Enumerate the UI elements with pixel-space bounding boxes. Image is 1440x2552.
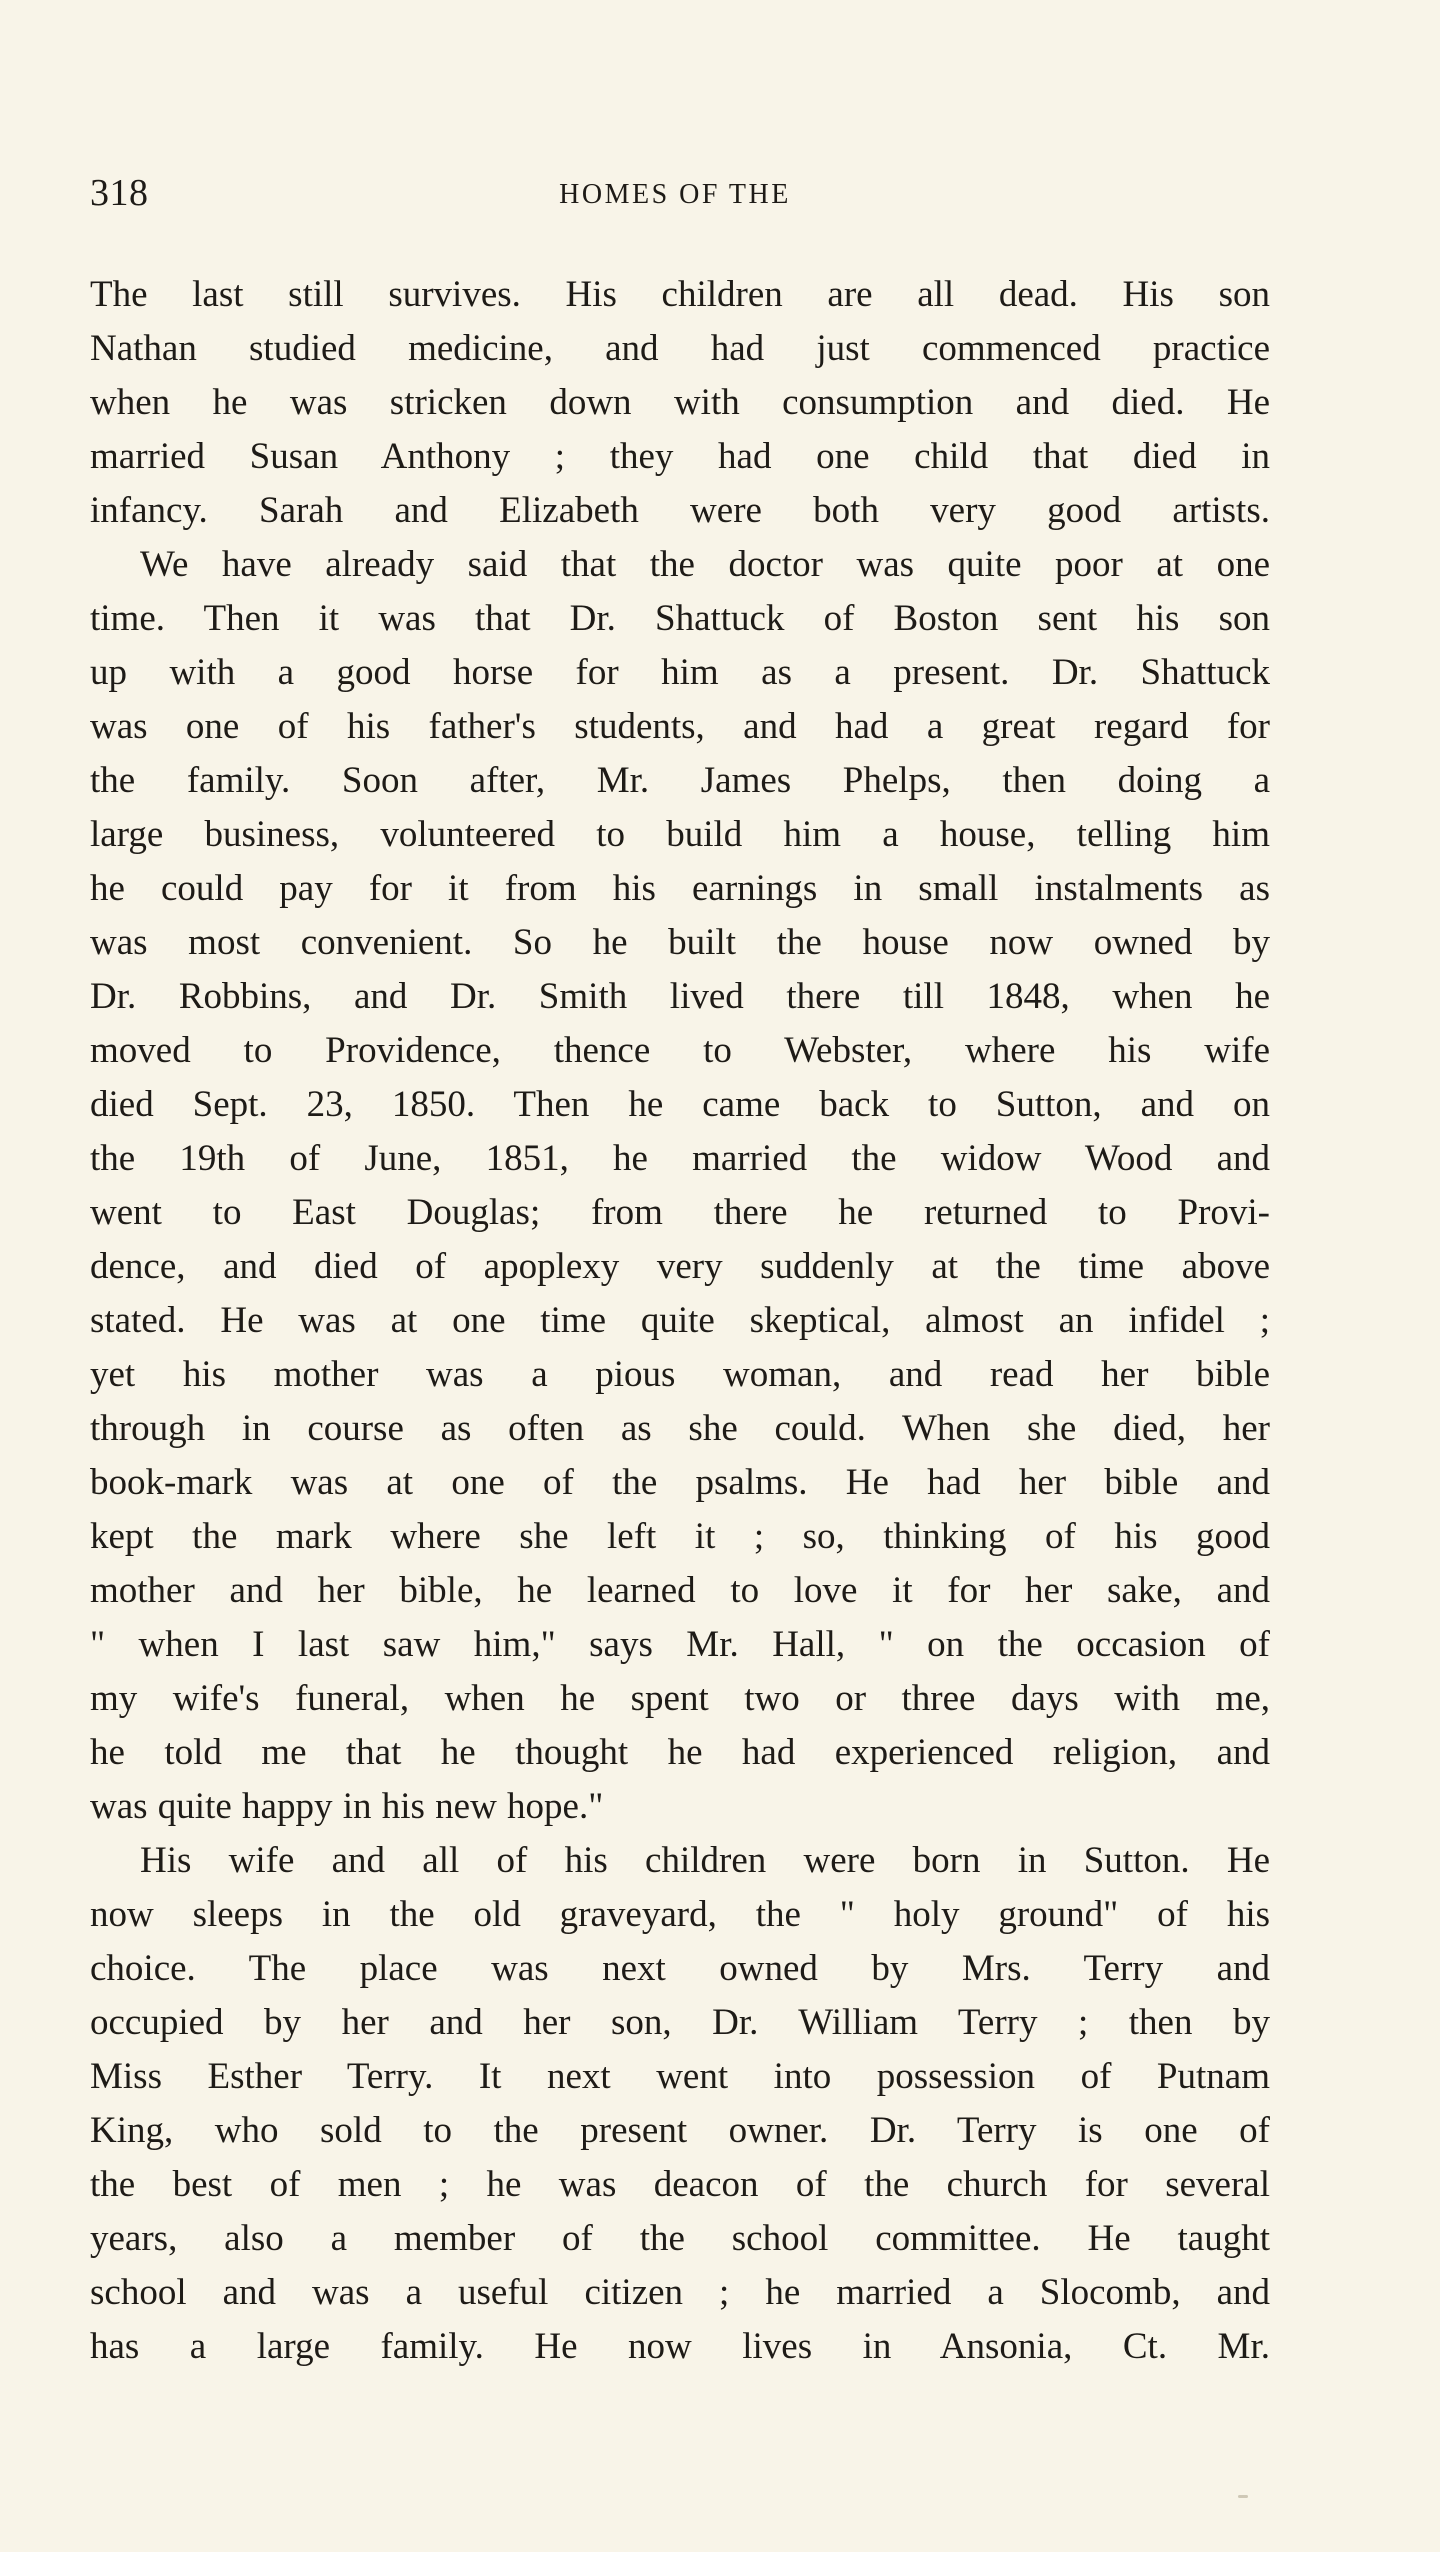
paper-speck	[1238, 2495, 1248, 2498]
text-line: dence, and died of apoplexy very suddenly at the time above	[90, 1246, 1270, 1287]
text-line: stated. He was at one time quite skeptical, almost an infidel ;	[90, 1300, 1270, 1341]
text-line: the family. Soon after, Mr. James Phelps, then doing a	[90, 760, 1270, 801]
page-number: 318	[90, 172, 149, 214]
text-line: the 19th of June, 1851, he married the widow Wood and	[90, 1138, 1270, 1179]
text-line: moved to Providence, thence to Webster, where his wife	[90, 1030, 1270, 1071]
text-line: mother and her bible, he learned to love it for her sake, and	[90, 1570, 1270, 1611]
text-line: he told me that he thought he had experienced religion, and	[90, 1732, 1270, 1773]
text-line: yet his mother was a pious woman, and read her bible	[90, 1354, 1270, 1395]
text-line: has a large family. He now lives in Ansonia, Ct. Mr.	[90, 2326, 1270, 2367]
text-line: died Sept. 23, 1850. Then he came back to Sutton, and on	[90, 1084, 1270, 1125]
text-line: years, also a member of the school committee. He taught	[90, 2218, 1270, 2259]
paragraph-start-line: We have already said that the doctor was quite poor at one	[140, 544, 1270, 585]
text-line: school and was a useful citizen ; he married a Slocomb, and	[90, 2272, 1270, 2313]
text-line: Nathan studied medicine, and had just commenced practice	[90, 328, 1270, 369]
text-line: King, who sold to the present owner. Dr. Terry is one of	[90, 2110, 1270, 2151]
text-line: married Susan Anthony ; they had one child that died in	[90, 436, 1270, 477]
text-line: time. Then it was that Dr. Shattuck of Boston sent his son	[90, 598, 1270, 639]
body-text	[90, 268, 1270, 2374]
text-line: occupied by her and her son, Dr. William Terry ; then by	[90, 2002, 1270, 2043]
paragraph-start-line: His wife and all of his children were born in Sutton. He	[140, 1840, 1270, 1881]
text-line: my wife's funeral, when he spent two or three days with me,	[90, 1678, 1270, 1719]
text-line: Dr. Robbins, and Dr. Smith lived there till 1848, when he	[90, 976, 1270, 1017]
text-line: Miss Esther Terry. It next went into possession of Putnam	[90, 2056, 1270, 2097]
text-line: choice. The place was next owned by Mrs. Terry and	[90, 1948, 1270, 1989]
text-line: he could pay for it from his earnings in small instalments as	[90, 868, 1270, 909]
text-line: through in course as often as she could. When she died, her	[90, 1408, 1270, 1449]
text-line: " when I last saw him," says Mr. Hall, " on the occasion of	[90, 1624, 1270, 1665]
text-line: the best of men ; he was deacon of the church for several	[90, 2164, 1270, 2205]
text-line: was one of his father's students, and had a great regard for	[90, 706, 1270, 747]
text-line: up with a good horse for him as a present. Dr. Shattuck	[90, 652, 1270, 693]
running-head	[90, 168, 1260, 218]
running-title: HOMES OF THE	[559, 179, 791, 210]
text-line: book-mark was at one of the psalms. He had her bible and	[90, 1462, 1270, 1503]
text-line: infancy. Sarah and Elizabeth were both very good artists.	[90, 490, 1270, 531]
text-line: when he was stricken down with consumption and died. He	[90, 382, 1270, 423]
text-line: was most convenient. So he built the house now owned by	[90, 922, 1270, 963]
text-line: kept the mark where she left it ; so, thinking of his good	[90, 1516, 1270, 1557]
text-line: The last still survives. His children are all dead. His son	[90, 274, 1270, 315]
text-line: went to East Douglas; from there he returned to Provi-	[90, 1192, 1270, 1233]
paragraph-end-line: was quite happy in his new hope."	[90, 1786, 604, 1827]
text-line: large business, volunteered to build him a house, telling him	[90, 814, 1270, 855]
text-line: now sleeps in the old graveyard, the " holy ground" of his	[90, 1894, 1270, 1935]
